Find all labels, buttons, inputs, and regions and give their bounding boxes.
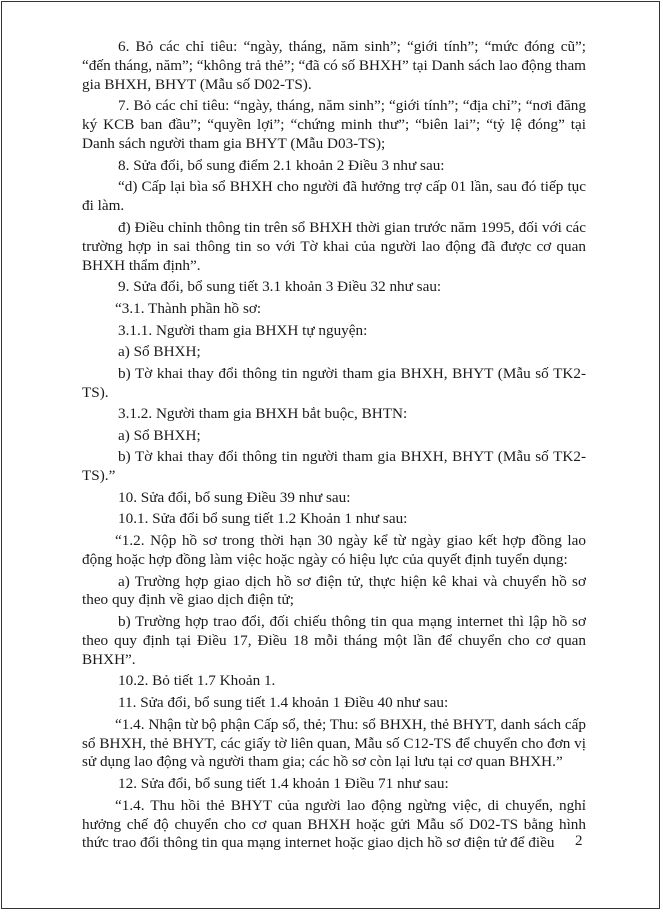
paragraph: “1.2. Nộp hồ sơ trong thời hạn 30 ngày kể từ ngày giao kết hợp đồng lao động hoặc hợp đồng làm việc hoặc ngày có hiệu lực của quyết định tuyển dụng:: [82, 532, 586, 568]
paragraph: 10.1. Sửa đổi bổ sung tiết 1.2 Khoản 1 như sau:: [118, 510, 408, 528]
paragraph: 12. Sửa đổi, bổ sung tiết 1.4 khoản 1 Điều 71 như sau:: [118, 775, 449, 793]
paragraph: “3.1. Thành phần hồ sơ:: [115, 299, 262, 317]
paragraph: 10. Sửa đổi, bổ sung Điều 39 như sau:: [118, 488, 351, 506]
paragraph: a) Sổ BHXH;: [118, 343, 201, 361]
paragraph: 8. Sửa đổi, bổ sung điểm 2.1 khoản 2 Điều 3 như sau:: [118, 156, 445, 174]
paragraph: “1.4. Nhận từ bộ phận Cấp sổ, thẻ; Thu: sổ BHXH, thẻ BHYT, danh sách cấp sổ BHXH, thẻ BHYT, các giấy tờ liên quan, Mẫu số C12-TS để chuyển cho đơn vị sử dụng lao động và người tham gia; các hồ sơ còn lại lưu tại cơ quan BHXH.”: [82, 715, 586, 771]
paragraph: 9. Sửa đổi, bổ sung tiết 3.1 khoản 3 Điều 32 như sau:: [118, 278, 442, 296]
paragraph: a) Sổ BHXH;: [118, 426, 201, 444]
paragraph: “1.4. Thu hồi thẻ BHYT của người lao động ngừng việc, di chuyển, nghỉ hưởng chế độ chuyển cho cơ quan BHXH hoặc gửi Mẫu số D02-TS bằng hình thức trao đổi thông tin qua mạng internet hoặc giao dịch hồ sơ điện tử để điều: [82, 796, 586, 852]
paragraph: 11. Sửa đổi, bổ sung tiết 1.4 khoản 1 Điều 40 như sau:: [118, 694, 449, 712]
paragraph: 3.1.1. Người tham gia BHXH tự nguyện:: [118, 321, 368, 339]
paragraph: “d) Cấp lại bìa sổ BHXH cho người đã hưởng trợ cấp 01 lần, sau đó tiếp tục đi làm.: [82, 178, 586, 215]
paragraph: 6. Bỏ các chỉ tiêu: “ngày, tháng, năm sinh”; “giới tính”; “mức đóng cũ”; “đến tháng, năm”; “không trả thẻ”; “đã có số BHXH” tại Danh sách lao động tham gia BHXH, BHYT (Mẫu số D02-TS).: [82, 38, 586, 93]
paragraph: 10.2. Bỏ tiết 1.7 Khoản 1.: [118, 672, 276, 690]
paragraph: đ) Điều chỉnh thông tin trên sổ BHXH thời gian trước năm 1995, đối với các trường hợp in sai thông tin so với Tờ khai của người lao động đã được cơ quan BHXH thẩm định”.: [82, 218, 586, 274]
paragraph: b) Tờ khai thay đổi thông tin người tham gia BHXH, BHYT (Mẫu số TK2-TS).”: [82, 448, 586, 485]
document-body: [82, 38, 586, 856]
paragraph: 3.1.2. Người tham gia BHXH bắt buộc, BHTN:: [118, 405, 408, 423]
paragraph: a) Trường hợp giao dịch hồ sơ điện tử, thực hiện kê khai và chuyển hồ sơ theo quy định về giao dịch điện tử;: [82, 572, 586, 609]
page-number: 2: [575, 833, 583, 849]
paragraph: 7. Bỏ các chỉ tiêu: “ngày, tháng, năm sinh”; “giới tính”; “địa chỉ”; “nơi đăng ký KCB ban đầu”; “quyền lợi”; “chứng minh thư”; “biên lai”; “tỷ lệ đóng” tại Danh sách người tham gia BHYT (Mẫu D03-TS);: [82, 97, 586, 153]
paragraph: b) Trường hợp trao đổi, đối chiếu thông tin qua mạng internet thì lập hồ sơ theo quy định tại Điều 17, Điều 18 mỗi tháng một lần để chuyển cho cơ quan BHXH”.: [82, 613, 586, 668]
paragraph: b) Tờ khai thay đổi thông tin người tham gia BHXH, BHYT (Mẫu số TK2-TS).: [82, 364, 586, 401]
